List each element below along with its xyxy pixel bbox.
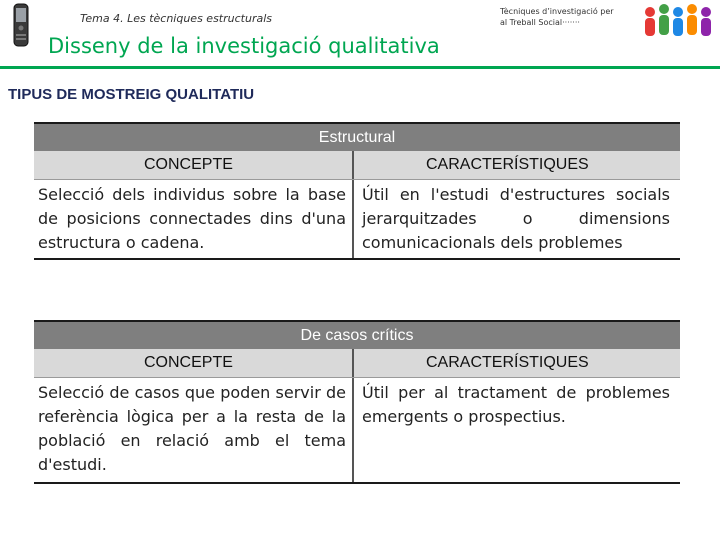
people-group-icon [640, 0, 720, 42]
sampling-table-structural [34, 122, 680, 260]
characteristics-cell: Útil per al tractament de problemes emergents o prospectius. [362, 383, 670, 426]
table-column-headers [34, 349, 680, 378]
column-header-characteristics: CARACTERÍSTIQUES [426, 354, 589, 371]
header-subtitle: Tema 4. Les tècniques estructurals [80, 12, 272, 25]
sampling-table-critical-cases [34, 320, 680, 484]
table-row [34, 378, 680, 484]
header-course-line-1: Tècniques d’investigació per [500, 7, 614, 16]
header-course-label [500, 6, 640, 28]
characteristics-cell: Útil en l'estudi d'estructures socials jerarquitzades o dimensions comunicacionals dels problemes [362, 185, 670, 252]
column-header-concept: CONCEPTE [34, 151, 354, 179]
table-title: De casos crítics [34, 320, 680, 349]
page-title: Disseny de la investigació qualitativa [48, 34, 440, 58]
table-title: Estructural [34, 122, 680, 151]
column-header-concept: CONCEPTE [34, 349, 354, 377]
column-header-characteristics: CARACTERÍSTIQUES [426, 156, 589, 173]
table-row [34, 180, 680, 260]
title-divider [0, 66, 720, 69]
concept-cell: Selecció de casos que poden servir de referència lògica per a la resta de la població en relació amb el tema d'estudi. [34, 378, 354, 482]
table-column-headers [34, 151, 680, 180]
header-course-line-2: al Treball Social······· [500, 18, 580, 27]
section-heading: TIPUS DE MOSTREIG QUALITATIU [8, 86, 255, 103]
handheld-device-icon [6, 2, 34, 48]
concept-cell: Selecció dels individus sobre la base de posicions connectades dins d'una estructura o cadena. [34, 180, 354, 258]
